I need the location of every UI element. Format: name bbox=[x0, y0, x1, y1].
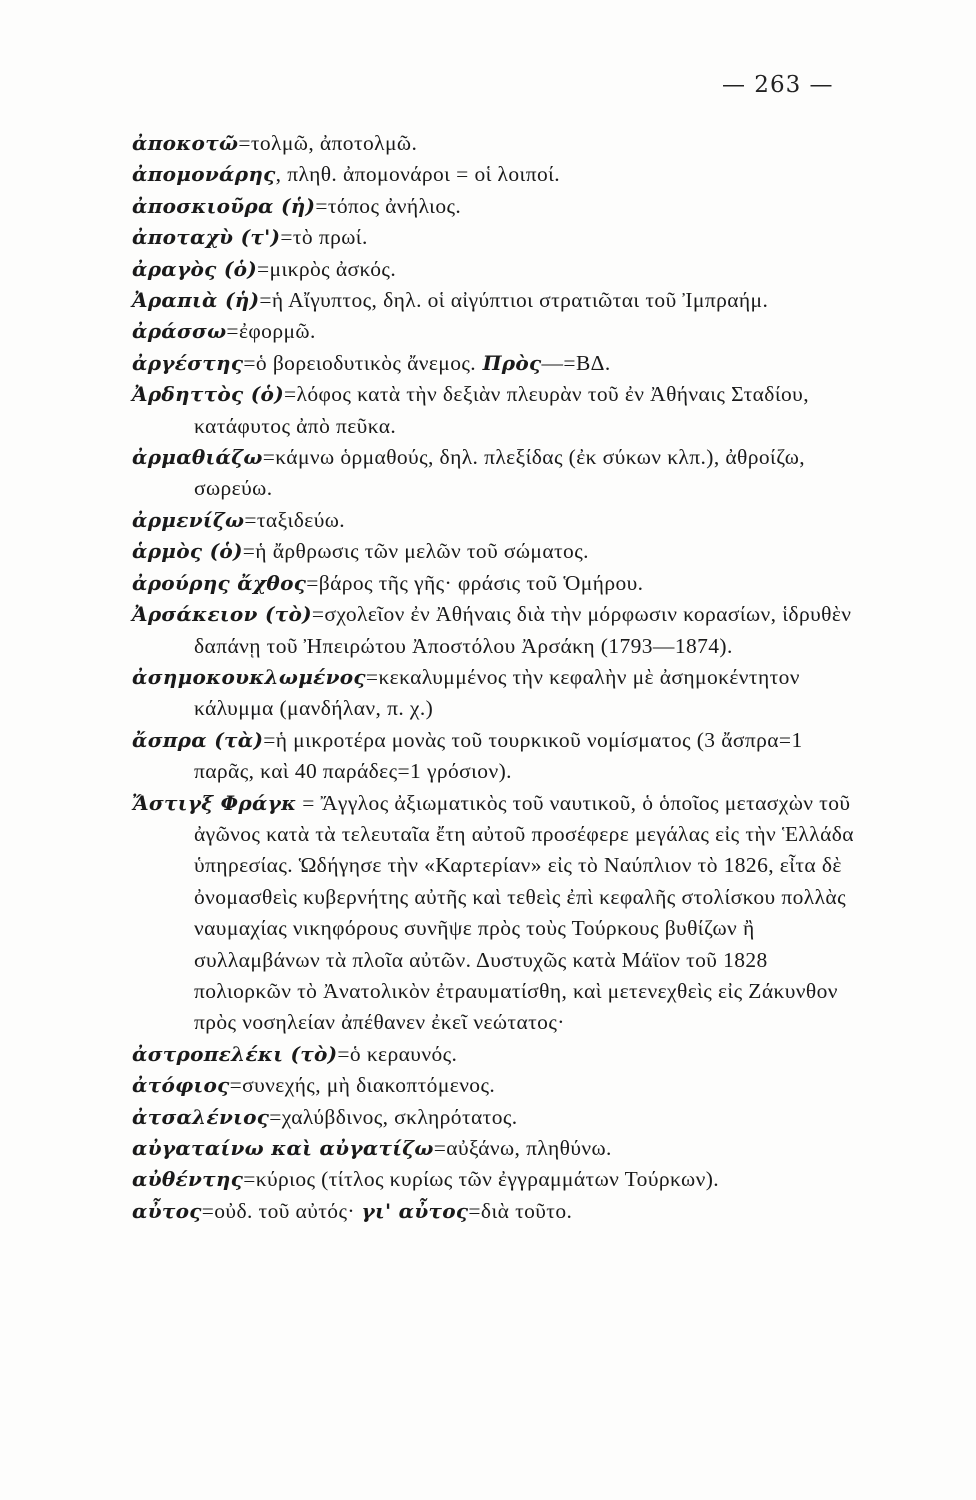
glossary-entry bbox=[132, 191, 854, 222]
glossary-entry bbox=[132, 159, 854, 190]
glossary-entry bbox=[132, 254, 854, 285]
entry-headword: ἀτσαλένιος bbox=[132, 1104, 270, 1129]
entry-headword: ἀπομονάρης bbox=[132, 162, 276, 187]
entry-definition: =συνεχής, μὴ διακοπτόμενος. bbox=[229, 1073, 496, 1098]
entry-headword: ἄσπρα (τὰ) bbox=[132, 727, 264, 752]
entry-definition: =οὐδ. τοῦ αὐτός· bbox=[201, 1198, 355, 1223]
entry-headword: Ἀρδηττὸς (ὁ) bbox=[132, 382, 284, 407]
glossary-entry bbox=[132, 316, 854, 347]
entry-definition: =ὁ βορειοδυτικὸς ἄνεμος. bbox=[243, 350, 477, 375]
glossary-entry bbox=[132, 725, 854, 788]
entry-definition: =τολμῶ, ἀποτολμῶ. bbox=[238, 131, 418, 155]
glossary-entry bbox=[132, 662, 854, 725]
entry-headword: αὐγαταίνω καὶ αὐγατίζω bbox=[132, 1136, 434, 1160]
glossary-entry bbox=[132, 788, 854, 1039]
entry-definition: =σχολεῖον ἐν Ἀθήναις διὰ τὴν μόρφωσιν κορασίων, ἱδρυθὲν δαπάνῃ τοῦ Ἠπειρώτου Ἀποστόλου Ἀρσάκη (1793—1874). bbox=[194, 602, 852, 658]
glossary-entry bbox=[132, 1102, 854, 1133]
entry-headword: ἀτόφιος bbox=[132, 1073, 230, 1098]
entry-headword: ἀστροπελέκι (τὸ) bbox=[132, 1041, 338, 1066]
entry-definition: =αὐξάνω, πληθύνω. bbox=[433, 1136, 612, 1160]
entry-headword: ἀράσσω bbox=[132, 319, 227, 344]
entry-headword: αὖτος bbox=[132, 1198, 202, 1223]
entry-headword: ἀρούρης ἄχθος bbox=[132, 570, 307, 595]
entry-definition: , πληθ. ἀπομονάροι = οἱ λοιποί. bbox=[275, 162, 561, 187]
glossary-entry bbox=[132, 1070, 854, 1101]
glossary-entry bbox=[132, 128, 854, 159]
entry-definition: =ὁ κεραυνός. bbox=[337, 1041, 458, 1066]
entry-headword: Ἀρσάκειον (τὸ) bbox=[132, 602, 312, 627]
glossary-entry bbox=[132, 1196, 854, 1227]
entry-headword: ἀποκοτῶ bbox=[132, 131, 239, 155]
entry-headword: ἀρμενίζω bbox=[132, 507, 245, 532]
entry-definition: =κεκαλυμμένος τὴν κεφαλὴν μὲ ἀσημοκέντητον κάλυμμα (μανδήλαν, π. χ.) bbox=[194, 664, 800, 721]
entry-headword: ἀραγὸς (ὁ) bbox=[132, 256, 258, 281]
entry-definition: =τὸ πρωί. bbox=[280, 225, 368, 250]
entry-definition: =μικρὸς ἀσκός. bbox=[257, 256, 397, 281]
entry-subdefinition: =διὰ τοῦτο. bbox=[468, 1198, 573, 1223]
entry-subheadword: Πρὸς bbox=[482, 350, 542, 375]
glossary-entries bbox=[132, 128, 854, 1227]
entry-definition: =ἡ Αἴγυπτος, δηλ. οἱ αἰγύπτιοι στρατιῶται τοῦ Ἰμπραήμ. bbox=[259, 288, 769, 313]
entry-headword: ἀργέστης bbox=[132, 350, 244, 375]
glossary-entry bbox=[132, 285, 854, 316]
entry-definition: =κύριος (τίτλος κυρίως τῶν ἐγγραμμάτων Τούρκων). bbox=[243, 1167, 720, 1192]
glossary-entry bbox=[132, 379, 854, 442]
entry-definition: =λόφος κατὰ τὴν δεξιὰν πλευρὰν τοῦ ἐν Ἀθήναις Σταδίου, κατάφυτος ἀπὸ πεῦκα. bbox=[194, 382, 809, 438]
glossary-entry bbox=[132, 599, 854, 662]
entry-headword: ἀποσκιοῦρα (ἡ) bbox=[132, 193, 316, 218]
entry-headword: ἀσημοκουκλωμένος bbox=[132, 664, 366, 689]
entry-headword: ἀποταχὺ (τ') bbox=[132, 225, 281, 250]
glossary-entry bbox=[132, 442, 854, 505]
entry-subdefinition: —=ΒΔ. bbox=[541, 350, 611, 375]
entry-headword: Ἀραπιὰ (ἡ) bbox=[132, 288, 260, 313]
glossary-entry bbox=[132, 1133, 854, 1164]
entry-definition: =ἡ μικροτέρα μονὰς τοῦ τουρκικοῦ νομίσματος (3 ἄσπρα=1 παρᾶς, καὶ 40 παράδες=1 γρόσιον). bbox=[194, 727, 803, 784]
entry-definition: =κάμνω ὁρμαθούς, δηλ. πλεξίδας (ἐκ σύκων κλπ.), ἀθροίζω, σωρεύω. bbox=[194, 445, 806, 501]
entry-definition: =ἡ ἄρθρωσις τῶν μελῶν τοῦ σώματος. bbox=[242, 539, 589, 564]
entry-definition: =τόπος ἀνήλιος. bbox=[315, 193, 462, 218]
page-number: — 263 — bbox=[722, 72, 834, 98]
entry-definition: = Ἄγγλος ἀξιωματικὸς τοῦ ναυτικοῦ, ὁ ὁποῖος μετασχὼν τοῦ ἀγῶνος κατὰ τὰ τελευταῖα ἔτη αὐτοῦ προσέφερε μεγάλας εἰς τὴν Ἑλλάδα ὑπηρεσίας. Ὡδήγησε τὴν «Καρτερίαν» εἰς τὸ Ναύπλιον τὸ 1826, εἶτα δὲ ὀνομασθεὶς κυβερνήτης αὐτῆς καὶ τεθεὶς ἐπὶ κεφαλῆς στολίσκου πολλὰς ναυμαχίας νικηφόρους συνῆψε πρὸς τοὺς Τούρκους βυθίζων ἢ συλλαμβάνων τὰ πλοῖα αὐτῶν. Δυστυχῶς κατὰ Μάϊον τοῦ 1828 πολιορκῶν τὸ Ἀνατολικὸν ἐτραυματίσθη, καὶ μετενεχθεὶς εἰς Ζάκυνθον πρὸς νοσηλείαν ἀπέθανεν ἐκεῖ νεώτατος· bbox=[194, 790, 854, 1035]
glossary-entry bbox=[132, 536, 854, 567]
entry-definition: =βάρος τῆς γῆς· φράσις τοῦ Ὁμήρου. bbox=[306, 570, 644, 595]
glossary-entry bbox=[132, 505, 854, 536]
entry-headword: ἀρμαθιάζω bbox=[132, 445, 263, 470]
entry-headword: ἁρμὸς (ὁ) bbox=[132, 539, 243, 564]
glossary-entry bbox=[132, 1164, 854, 1195]
glossary-entry bbox=[132, 348, 854, 379]
entry-definition: =ταξιδεύω. bbox=[244, 507, 346, 532]
entry-headword: αὐθέντης bbox=[132, 1167, 244, 1192]
entry-headword: Ἄστιγξ Φράγκ bbox=[132, 790, 297, 815]
glossary-entry bbox=[132, 568, 854, 599]
glossary-entry bbox=[132, 1039, 854, 1070]
entry-definition: =ἐφορμῶ. bbox=[226, 319, 316, 344]
entry-subheadword: γι' αὖτος bbox=[361, 1198, 469, 1223]
glossary-entry bbox=[132, 222, 854, 253]
entry-definition: =χαλύβδινος, σκληρότατος. bbox=[269, 1104, 518, 1129]
